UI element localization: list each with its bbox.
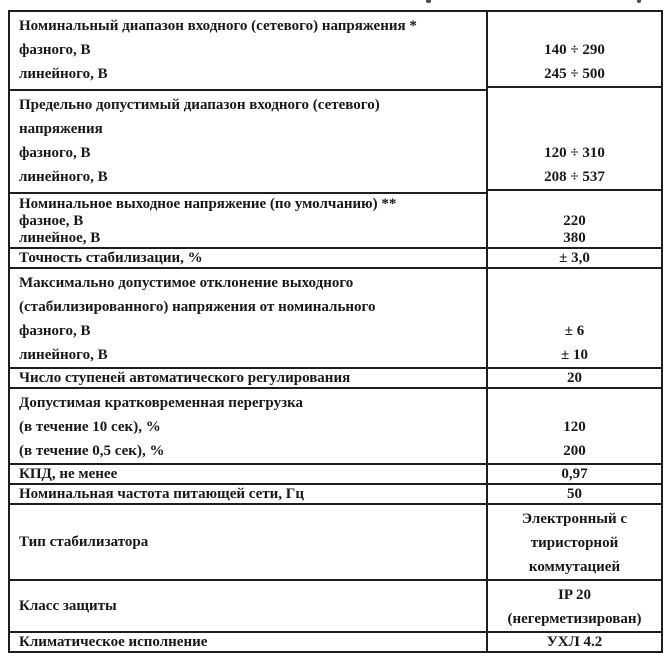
spec-value-line: УХЛ 4.2 [546, 634, 603, 650]
spec-label-line: Класс защиты [19, 598, 117, 614]
spec-value-line [488, 14, 661, 38]
spec-label-cell [10, 485, 488, 505]
table-row [10, 633, 661, 651]
spec-value-line: 200 [563, 443, 586, 459]
table-row [10, 249, 661, 269]
spec-value-line: ± 10 [561, 347, 588, 363]
spec-value-line: 380 [563, 230, 586, 246]
spec-value-cell [488, 389, 661, 465]
table-row [10, 505, 661, 581]
spec-label-line: (в течение 10 сек), % [19, 419, 161, 435]
spec-value-line [488, 295, 661, 319]
cropped-text-artifact [637, 0, 641, 3]
spec-label-cell [10, 194, 488, 249]
spec-label-line: Тип стабилизатора [19, 534, 149, 550]
table-row [10, 369, 661, 389]
spec-value-line: ± 3,0 [559, 250, 590, 266]
spec-value-cell [488, 465, 661, 485]
spec-label-cell [10, 269, 488, 369]
spec-value-line [488, 391, 661, 415]
spec-value-line: тиристорной [530, 535, 619, 551]
spec-label-cell [10, 505, 488, 581]
spec-value-cell [488, 91, 661, 194]
spec-value-line: 50 [567, 486, 582, 502]
spec-label-line: фазного, В [19, 42, 91, 58]
spec-value-cell [488, 194, 661, 249]
spec-value-cell [488, 12, 661, 91]
spec-label-cell [10, 369, 488, 389]
spec-value-line [488, 271, 661, 295]
spec-label-cell [10, 581, 488, 633]
table-row [10, 194, 661, 249]
spec-label-line: Число ступеней автоматического регулирования [19, 370, 351, 386]
spec-value-line: 220 [563, 213, 586, 229]
spec-value-line: 208 ÷ 537 [544, 169, 605, 185]
spec-table [8, 10, 663, 653]
spec-value-cell [488, 633, 661, 651]
spec-value-cell [488, 485, 661, 505]
spec-value-line [488, 93, 661, 117]
spec-value-line: Электронный с [521, 511, 628, 527]
table-row [10, 389, 661, 465]
spec-value-line: 20 [567, 370, 582, 386]
spec-label-cell [10, 465, 488, 485]
spec-value-cell [488, 369, 661, 389]
spec-value-line: 140 ÷ 290 [544, 42, 605, 58]
spec-label-line: линейного, В [19, 347, 108, 363]
spec-label-line: (стабилизированного) напряжения от номинального [19, 299, 376, 315]
spec-label-cell [10, 633, 488, 651]
table-row [10, 12, 661, 91]
table-row [10, 485, 661, 505]
spec-label-cell [10, 12, 488, 91]
spec-label-line: Допустимая кратковременная перегрузка [19, 395, 304, 411]
spec-value-line: (негерметизирован) [507, 611, 642, 627]
table-row [10, 465, 661, 485]
spec-label-line: Максимально допустимое отклонение выходного [19, 275, 354, 291]
spec-label-cell [10, 389, 488, 465]
spec-value-line: IP 20 [558, 587, 591, 603]
spec-label-line: Точность стабилизации, % [19, 250, 203, 266]
spec-label-line: КПД, не менее [19, 466, 118, 482]
spec-value-line: 120 ÷ 310 [544, 145, 605, 161]
table-row [10, 91, 661, 194]
spec-label-line: фазного, В [19, 145, 91, 161]
spec-label-line: фазного, В [19, 323, 91, 339]
spec-value-line: 0,97 [561, 466, 588, 482]
spec-label-line: (в течение 0,5 сек), % [19, 443, 165, 459]
spec-label-line: линейное, В [19, 230, 101, 246]
spec-label-cell [10, 91, 488, 194]
spec-label-line: Номинальный диапазон входного (сетевого) напряжения * [19, 18, 417, 34]
spec-value-cell [488, 269, 661, 369]
table-row [10, 269, 661, 369]
spec-label-line: линейного, В [19, 169, 108, 185]
spec-value-line: 120 [563, 419, 586, 435]
spec-label-line: Предельно допустимый диапазон входного (сетевого) [19, 97, 380, 113]
spec-value-line [488, 196, 661, 213]
spec-value-line [488, 117, 661, 141]
spec-value-cell [488, 505, 661, 581]
spec-label-line: Номинальная частота питающей сети, Гц [19, 486, 304, 502]
spec-label-line: напряжения [19, 121, 103, 137]
cropped-text-artifact [426, 0, 431, 3]
spec-value-line: коммутацией [528, 559, 621, 575]
spec-value-line: 245 ÷ 500 [544, 66, 605, 82]
spec-label-line: Климатическое исполнение [19, 634, 208, 650]
table-row [10, 581, 661, 633]
spec-label-line: линейного, В [19, 66, 108, 82]
spec-label-line: фазное, В [19, 213, 84, 229]
spec-value-cell [488, 581, 661, 633]
spec-label-cell [10, 249, 488, 269]
spec-value-line: ± 6 [564, 323, 585, 339]
spec-value-cell [488, 249, 661, 269]
spec-label-line: Номинальное выходное напряжение (по умолчанию) ** [19, 196, 397, 212]
